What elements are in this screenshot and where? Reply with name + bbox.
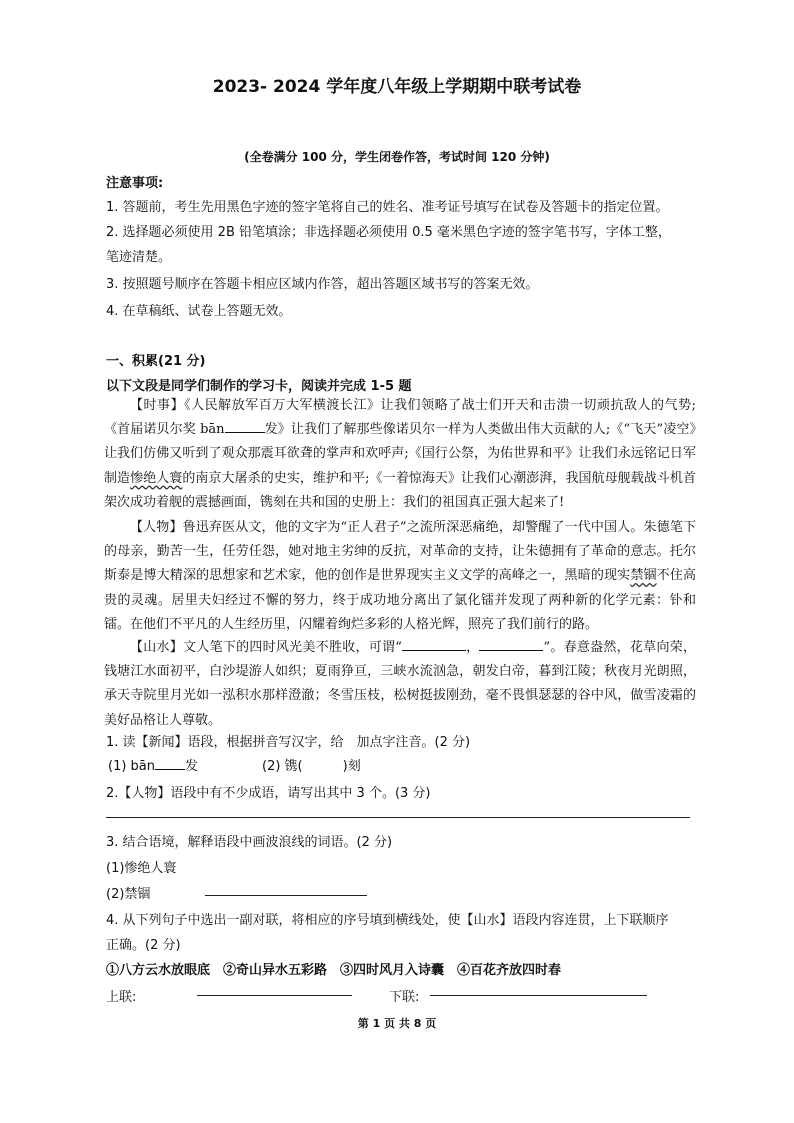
- notice-heading: 注意事项:: [106, 176, 164, 191]
- couplet-blank-2[interactable]: [479, 638, 543, 651]
- exam-title: 2023- 2024 学年度八年级上学期期中联考试卷: [212, 77, 582, 97]
- question-1-stem: 1. 读【新闻】语段，根据拼音写汉字，给 加点字注音。(2 分): [106, 735, 471, 750]
- pinyin-blank[interactable]: [225, 420, 265, 433]
- question-3-part-2: (2)禁锢: [106, 887, 151, 902]
- wavy-term-2: 禁锢: [630, 568, 657, 584]
- lower-couplet-line[interactable]: [430, 995, 647, 996]
- section-intro: 以下文段是同学们制作的学习卡，阅读并完成 1-5 题: [106, 379, 412, 394]
- question-1-part-2: (2) 镌( )刻: [262, 759, 361, 774]
- notice-item-2-cont: 笔迹清楚。: [106, 250, 172, 265]
- paragraph-landscape: 【山水】文人笔下的四时风光美不胜收，可谓“ ， ”。春意盎然，花草向荣，钱塘江水面初平，白沙堤游人如织；夏雨狰亘，三峡水流汹急，朝发白帝，暮到江陵；秋夜月光朗照，承天寺院里月光如一泓积水那样澄澈；冬雪压枝，松树挺拔刚劲，毫不畏惧瑟瑟的谷中风，做雪凌霜的美好品格让人尊敬。: [104, 640, 696, 728]
- notice-item-2: 2. 选择题必须使用 2B 铅笔填涂；非选择题必须使用 0.5 毫米黑色字迹的签字笔书写，字体工整，: [106, 225, 671, 240]
- exam-subtitle: (全卷满分 100 分，学生闭卷作答，考试时间 120 分钟): [244, 150, 550, 164]
- question-3-stem: 3. 结合语境，解释语段中画波浪线的词语。(2 分): [106, 835, 393, 850]
- lower-couplet-label: 下联:: [389, 990, 420, 1005]
- question-1-part-1: (1) bān 发: [108, 759, 199, 774]
- question-4-stem: 4. 从下列句子中选出一副对联，将相应的序号填到横线处，使【山水】语段内容连贯，上下联顺序: [106, 913, 669, 928]
- section-heading: 一、积累(21 分): [106, 354, 206, 369]
- question-4-stem-cont: 正确。(2 分): [106, 938, 181, 953]
- question-3-part-1: (1)惨绝人寰: [106, 861, 177, 876]
- answer-blank-1-1[interactable]: [155, 757, 185, 770]
- upper-couplet-label: 上联:: [106, 990, 137, 1005]
- notice-item-3: 3. 按照题号顺序在答题卡相应区域内作答，超出答题区域书写的答案无效。: [106, 277, 539, 292]
- couplet-options: ①八方云水放眼底 ②奇山异水五彩路 ③四时风月入诗囊 ④百花齐放四时春: [106, 963, 562, 978]
- upper-couplet-line[interactable]: [197, 995, 352, 996]
- page-number: 第 1 页 共 8 页: [357, 1017, 437, 1030]
- question-2-stem: 2.【人物】语段中有不少成语，请写出其中 3 个。(3 分): [106, 786, 431, 801]
- answer-line-q3[interactable]: [205, 895, 367, 896]
- notice-item-1: 1. 答题前，考生先用黑色字迹的签字笔将自己的姓名、准考证号填写在试卷及答题卡的指定位置。: [106, 200, 669, 215]
- couplet-blank-1[interactable]: [402, 638, 466, 651]
- paragraph-news: 【时事】《人民解放军百万大军横渡长江》让我们领略了战士们开天和击溃一切顽抗敌人的气势;《首届诺贝尔奖 bān 发》让我们了解那些像诺贝尔一样为人类做出伟大贡献的人;《“飞天”凌空》让我们仿佛又听到了观众那震耳欲聋的掌声和欢呼声;《国行公祭，为佑世界和平》让我们永远铭记日军制造惨绝人寰的南京大屠杀的史实，维护和平;《一着惊海天》让我们心潮澎湃，我国航母舰载战斗机首架次成功着舰的震撼画面，镌刻在共和国的史册上：我们的祖国真正强大起来了!: [104, 398, 696, 510]
- answer-line-q2[interactable]: [106, 817, 690, 818]
- notice-item-4: 4. 在草稿纸、试卷上答题无效。: [106, 304, 292, 319]
- paragraph-people: 【人物】鲁迅弃医从文，他的文字为“正人君子”之流所深恶痛绝，却警醒了一代中国人。朱德笔下的母亲，勤苦一生，任劳任怨，她对地主劣绅的反抗，对革命的支持，让朱德拥有了革命的意志。托尔斯泰是博大精深的思想家和艺术家，他的创作是世界现实主义文学的高峰之一，黑暗的现实禁锢不住高贵的灵魂。居里夫妇经过不懈的努力，终于成功地分离出了氯化镭并发现了两种新的化学元素：钋和镭。在他们不平凡的人生经历里，闪耀着绚烂多彩的人格光辉，照亮了我们前行的路。: [104, 520, 696, 632]
- wavy-term-1: 惨绝人寰: [130, 470, 183, 486]
